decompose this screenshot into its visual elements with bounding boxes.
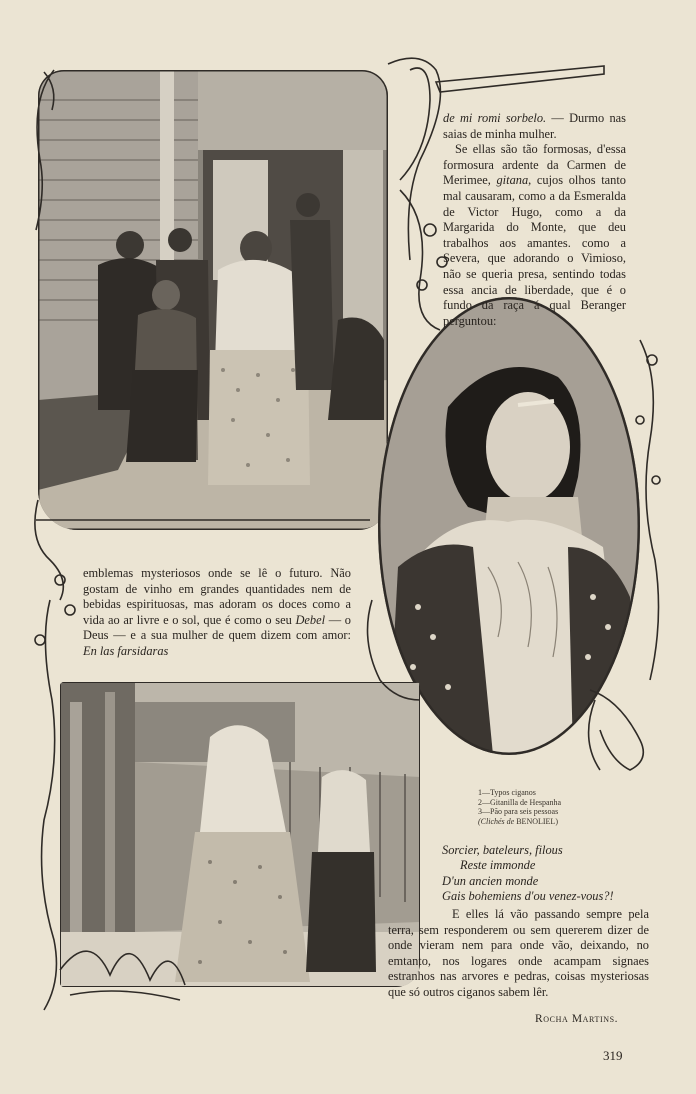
farsidaras-phrase: En las farsidaras — [83, 643, 169, 658]
closing-paragraph: E elles lá vão passando sempre pela terra, sem responderem ou sem quererem dizer de onde vieram nem para onde vão, deixando, no emtanto, nos logares onde acampam signaes estranhos nas arvores e pedras, coisas mysteriosas que só outros ciganos sabem lêr. — [388, 907, 649, 999]
group-photo-image — [38, 70, 388, 530]
credit-suffix: ) — [555, 816, 558, 826]
debel-word: Debel — [295, 612, 326, 627]
caption-1: 1—Typos ciganos — [478, 788, 536, 797]
beranger-poem — [442, 843, 614, 905]
caption-3: 3—Pão para seis pessoas — [478, 807, 559, 817]
woman-child-photo-image — [60, 682, 420, 987]
photo-captions — [478, 788, 561, 826]
page-number: 319 — [603, 1048, 623, 1063]
credit-name: BENOLIEL — [516, 816, 556, 826]
photo-credit — [478, 817, 561, 827]
poem-line-2: Reste immonde — [460, 858, 536, 873]
paragraph-emblemas — [83, 566, 351, 660]
body-text-left-middle — [83, 566, 351, 660]
photo-typos-ciganos — [38, 70, 388, 530]
paragraph-formosura — [443, 142, 626, 329]
paragraph-formosura-b: , cujos olhos tanto mal causaram, como a da Esmeralda de Victor Hugo, como a da Margarida do Monte, que deu trabalhos aos amantes. como a Severa, que adorando o Vimioso, não se queria presa, sentindo todas essa ancia de liberdade, que é o fundo da raça á qual Beranger perguntou: — [443, 173, 627, 328]
opening-line-rest: — Durmo nas saias de minha mulher. — [443, 111, 626, 141]
photo-pao-seis-pessoas — [60, 682, 420, 987]
body-text-right-upper — [443, 111, 626, 329]
paragraph-emblemas-a: emblemas mysteriosos onde se lê o futuro. Não gostam de vinho em grandes quantidades nem de bebidas espirituosas, mas adoram os doces como a vida ao ar livre e o sol, que é como o seu — [83, 566, 351, 627]
paragraph-formosura-a: Se ellas são tão formosas, d'essa formosura ardente da Carmen de Merimee, — [443, 142, 626, 188]
opening-line — [443, 111, 626, 142]
gitana-word: gitana — [496, 173, 529, 188]
poem-line-3: D'un ancien monde — [442, 873, 539, 888]
credit-prefix: (Clichés de — [478, 816, 517, 826]
romani-phrase: de mi romi sorbelo. — [443, 111, 547, 125]
caption-2: 2—Gitanilla de Hespanha — [478, 797, 562, 807]
body-text-closing — [388, 907, 649, 1001]
author-signature: Rocha Martins. — [535, 1013, 619, 1025]
poem-line-1: Sorcier, bateleurs, filous — [442, 843, 563, 857]
poem-line-4: Gais bohemiens d'ou venez-vous?! — [442, 889, 614, 904]
paragraph-emblemas-b: — o Deus — e a sua mulher de quem dizem com amor: — [83, 612, 351, 643]
